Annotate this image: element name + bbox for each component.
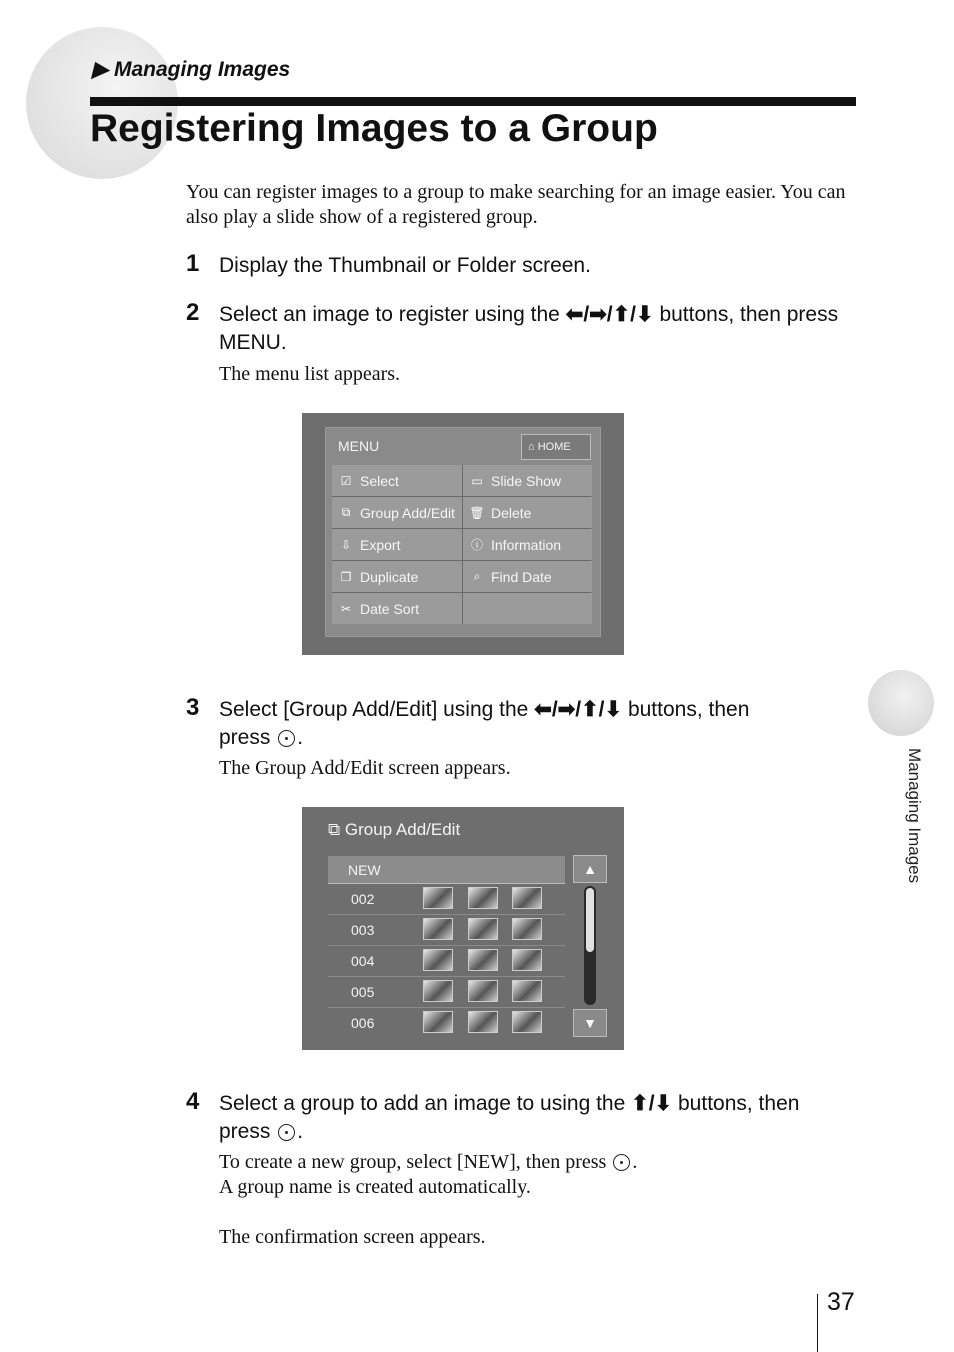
section-label: ▶ Managing Images: [92, 58, 291, 81]
thumbnail-image: [423, 887, 453, 909]
menu-item-empty: [463, 593, 592, 624]
step-2-number: 2: [186, 299, 200, 326]
group-row-label: 006: [351, 1015, 375, 1031]
menu-item-label: Find Date: [491, 568, 552, 585]
menu-grid: [332, 465, 591, 624]
home-button[interactable]: [521, 434, 591, 460]
step-3-number: 3: [186, 694, 200, 721]
group-list: [328, 856, 565, 1038]
trash-icon: 🗑: [469, 505, 485, 520]
step-2-text-pre: Select an image to register using the: [219, 303, 560, 326]
thumbnail-image: [423, 980, 453, 1002]
step-1-text: Display the Thumbnail or Folder screen.: [219, 254, 591, 277]
thumbnail-image: [512, 918, 542, 940]
menu-item-find-date[interactable]: [463, 561, 592, 592]
menu-item-group-add-edit[interactable]: [332, 497, 462, 528]
enter-button-icon: [278, 730, 295, 747]
group-row[interactable]: [328, 915, 565, 946]
group-icon: ⧉: [341, 505, 351, 519]
step-3-text-press: press: [219, 726, 271, 749]
step-2-note: The menu list appears.: [219, 363, 401, 385]
menu-item-delete[interactable]: [463, 497, 592, 528]
step-4-note-3: The confirmation screen appears.: [219, 1226, 486, 1248]
group-row[interactable]: [328, 884, 565, 915]
step-3-note: The Group Add/Edit screen appears.: [219, 757, 511, 779]
group-row-label: 005: [351, 984, 375, 1000]
triangle-up-icon: ▲: [583, 861, 597, 877]
section-label-text: Managing Images: [113, 58, 291, 81]
step-3-text: Select [Group Add/Edit] using the ⬅/➡/⬆/⬇ buttons, then press .: [219, 698, 750, 749]
menu-item-duplicate[interactable]: [332, 561, 462, 592]
group-row-label: 004: [351, 953, 375, 969]
group-row[interactable]: [328, 1008, 565, 1038]
scroll-up-button[interactable]: [573, 855, 607, 883]
thumbnail-image: [468, 1011, 498, 1033]
side-tab-decoration: [868, 670, 934, 736]
step-4-note-1: To create a new group, select [NEW], then press .: [219, 1151, 638, 1173]
step-2-text-post: buttons, then press MENU.: [219, 303, 839, 354]
home-icon: ⌂: [528, 441, 535, 453]
duplicate-icon: ❐: [340, 569, 352, 584]
menu-item-date-sort[interactable]: [332, 593, 462, 624]
scroll-down-button[interactable]: [573, 1009, 607, 1037]
thumbnail-image: [423, 949, 453, 971]
menu-item-label: Group Add/Edit: [360, 504, 455, 521]
checkbox-icon: ☑: [340, 473, 352, 488]
group-new-item[interactable]: NEW: [328, 856, 565, 884]
thumbnail-image: [512, 949, 542, 971]
side-tab-label: Managing Images: [905, 748, 924, 884]
thumbnail-image: [512, 887, 542, 909]
menu-title: MENU: [338, 438, 380, 454]
export-icon: ⇩: [340, 537, 352, 552]
slideshow-icon: ▭: [471, 473, 483, 488]
home-label: HOME: [537, 441, 571, 453]
thumbnail-image: [512, 980, 542, 1002]
arrow-buttons-icon: ⬅/➡/⬆/⬇: [534, 698, 623, 721]
enter-button-icon: [613, 1154, 630, 1171]
up-down-buttons-icon: ⬆/⬇: [631, 1092, 673, 1115]
step-4-text-pre: Select a group to add an image to using the: [219, 1092, 626, 1115]
menu-item-select[interactable]: [332, 465, 462, 496]
step-4-text-post: buttons, then: [678, 1092, 800, 1115]
thumbnail-image: [423, 918, 453, 940]
thumbnail-image: [468, 887, 498, 909]
thumbnail-image: [423, 1011, 453, 1033]
group-row-label: 002: [351, 891, 375, 907]
thumbnail-image: [468, 918, 498, 940]
step-3-text-pre: Select [Group Add/Edit] using the: [219, 698, 529, 721]
find-date-icon: ⌕: [473, 569, 481, 583]
step-4-text-press: press: [219, 1120, 271, 1143]
thumbnail-image: [512, 1011, 542, 1033]
menu-item-information[interactable]: [463, 529, 592, 560]
menu-item-label: Select: [360, 472, 399, 489]
group-icon: ⧉: [328, 820, 341, 839]
group-screen-title: [328, 820, 460, 840]
page-number-rule: [817, 1294, 818, 1352]
thumbnail-image: [468, 949, 498, 971]
step-4-note-2: A group name is created automatically.: [219, 1176, 531, 1198]
arrow-buttons-icon: ⬅/➡/⬆/⬇: [565, 303, 654, 326]
triangle-down-icon: ▼: [583, 1015, 597, 1031]
step-4-note-1-text: To create a new group, select [NEW], then press: [219, 1151, 607, 1173]
intro-paragraph: You can register images to a group to make searching for an image easier. You can also play a slide show of a registered group.: [186, 181, 846, 228]
menu-item-label: Duplicate: [360, 568, 419, 585]
group-row[interactable]: [328, 977, 565, 1008]
thumbnail-image: [468, 980, 498, 1002]
menu-item-label: Slide Show: [491, 472, 562, 489]
page-title: Registering Images to a Group: [90, 107, 658, 150]
title-rule: [90, 97, 856, 106]
step-2-text: [219, 301, 859, 357]
menu-item-export[interactable]: [332, 529, 462, 560]
group-row[interactable]: [328, 946, 565, 977]
page-number: 37: [827, 1288, 855, 1316]
step-4-text: Select a group to add an image to using the ⬆/⬇ buttons, then press .: [219, 1092, 800, 1143]
menu-item-label: Information: [491, 536, 562, 553]
date-sort-icon: ✂: [340, 601, 352, 616]
menu-item-label: Delete: [491, 504, 532, 521]
group-screen-title-text: Group Add/Edit: [344, 820, 461, 839]
info-icon: ⓘ: [470, 538, 483, 552]
step-3-text-post: buttons, then: [627, 698, 750, 721]
enter-button-icon: [278, 1124, 295, 1141]
menu-item-label: Date Sort: [360, 600, 420, 617]
menu-item-slide-show[interactable]: [463, 465, 592, 496]
menu-item-label: Export: [360, 536, 401, 553]
scrollbar-thumb[interactable]: [586, 888, 594, 952]
step-4-number: 4: [186, 1088, 200, 1115]
group-row-label: 003: [351, 922, 375, 938]
step-1-number: 1: [186, 250, 200, 277]
